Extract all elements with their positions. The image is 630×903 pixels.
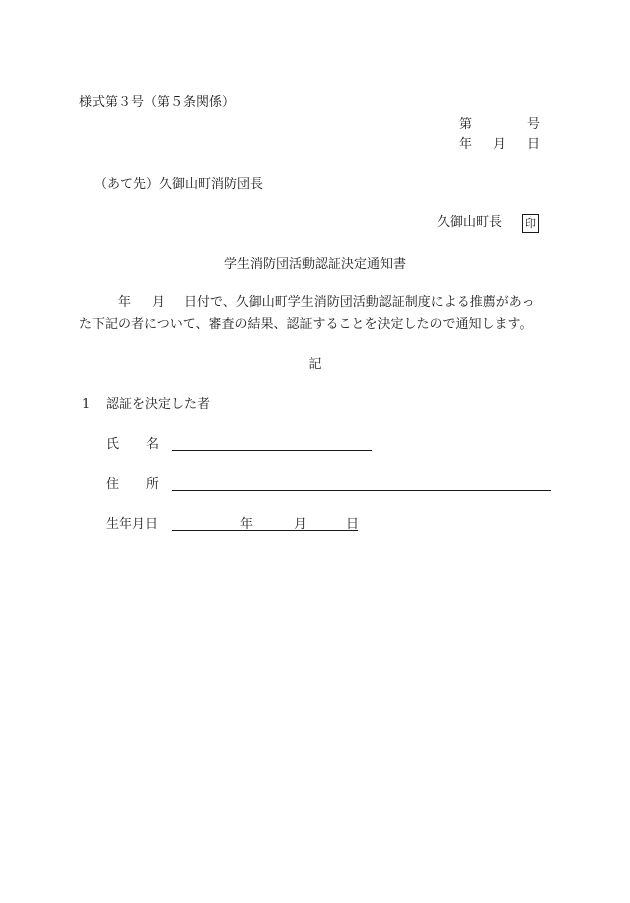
addressee: （あて先）久御山町消防団長 xyxy=(94,177,264,192)
name-label-char1: 氏 xyxy=(106,437,120,452)
name-field[interactable] xyxy=(172,450,372,451)
issue-date-day: 日 xyxy=(527,137,541,152)
birthdate-year: 年 xyxy=(240,517,254,532)
seal-mark: 印 xyxy=(522,214,539,233)
address-label-char2: 所 xyxy=(146,477,160,492)
body-month: 月 xyxy=(152,295,166,310)
issue-date-month: 月 xyxy=(493,137,507,152)
section-number: 1 xyxy=(82,397,91,412)
document-title: 学生消防団活動認証決定通知書 xyxy=(223,257,406,272)
body-year: 年 xyxy=(118,295,132,310)
ki-heading: 記 xyxy=(308,357,322,372)
birthdate-month: 月 xyxy=(294,517,308,532)
issue-date-year: 年 xyxy=(459,137,473,152)
address-label-char1: 住 xyxy=(106,477,120,492)
birthdate-field[interactable] xyxy=(172,530,358,531)
issuer-title: 久御山町長 xyxy=(437,215,503,230)
form-number: 様式第３号（第５条関係） xyxy=(79,95,236,110)
section-title: 認証を決定した者 xyxy=(106,397,211,412)
name-label-char2: 名 xyxy=(146,437,160,452)
birthdate-day: 日 xyxy=(346,517,360,532)
birthdate-label: 生年月日 xyxy=(106,517,159,532)
body-line-2: た下記の者について、審査の結果、認証することを決定したので通知します。 xyxy=(79,317,533,332)
doc-number-suffix: 号 xyxy=(527,117,541,132)
address-field[interactable] xyxy=(172,490,551,491)
body-line1-rest: 日付で、久御山町学生消防団活動認証制度による推薦があっ xyxy=(184,295,535,310)
doc-number-prefix: 第 xyxy=(459,117,473,132)
